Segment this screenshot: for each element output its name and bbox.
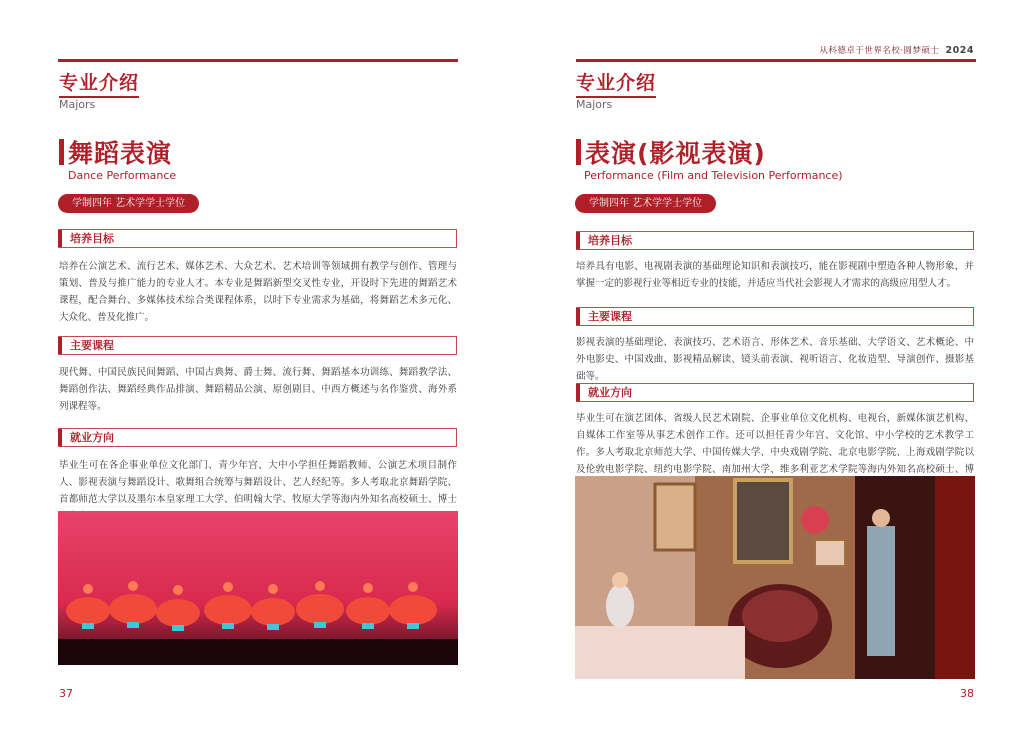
- top-rule: [576, 59, 976, 62]
- running-header-year: 2024: [945, 45, 974, 56]
- film-performance-photo: [575, 476, 975, 679]
- section-heading-careers: [576, 383, 974, 402]
- heading-label: 主要课程: [588, 310, 632, 323]
- top-rule: [58, 59, 458, 62]
- section-heading-courses: [576, 307, 974, 326]
- degree-badge: 学制四年 艺术学学士学位: [58, 194, 199, 213]
- section-heading-careers: [58, 428, 457, 447]
- major-title: 舞蹈表演: [68, 139, 173, 168]
- heading-label: 就业方向: [588, 386, 632, 399]
- page-number: 38: [960, 687, 974, 700]
- heading-label: 主要课程: [70, 339, 114, 352]
- major-title: 表演(影视表演): [585, 139, 766, 168]
- section-subtitle: Majors: [59, 98, 96, 111]
- heading-label: 培养目标: [70, 232, 114, 245]
- section-title: 专业介绍: [576, 68, 656, 98]
- running-header: [819, 44, 974, 56]
- major-accent-bar: [576, 139, 581, 165]
- section-heading-courses: [58, 336, 457, 355]
- dance-performance-photo: [58, 511, 458, 665]
- major-english-title: Dance Performance: [68, 169, 177, 182]
- goals-text: 培养在公演艺术、流行艺术、媒体艺术、大众艺术、艺术培训等领域拥有教学与创作、管理与策划、普及与推广能力的专业人才。本专业是舞蹈新型交叉性专业，开设时下先进的舞蹈艺术课程，配合舞台、多媒体技术综合类课程体系，以时下专业需求为基础，将舞蹈艺术多元化、大众化、普及化推广。: [59, 261, 457, 323]
- courses-text: 影视表演的基础理论、表演技巧、艺术语言、形体艺术、音乐基础、大学语文、艺术概论、中外电影史、中国戏曲、影视精品解读、镜头前表演、视听语言、化妆造型、导演创作、摄影基础等。: [576, 337, 974, 382]
- right-page: [517, 0, 1033, 738]
- careers-text: 毕业生可在各企事业单位文化部门、青少年宫、大中小学担任舞蹈教师、公演艺术项目制作人、影视表演与舞蹈设计、歌舞组合统筹与舞蹈设计、艺人经纪等。多人考取北京舞蹈学院、首都师范大学以及墨尔本皇家理工大学、伯明翰大学、牧原大学等海内外知名高校硕士、博士: [59, 460, 457, 505]
- major-english-title: Performance (Film and Television Performance): [584, 169, 843, 182]
- major-accent-bar: [59, 139, 64, 165]
- goals-text: 培养具有电影、电视剧表演的基础理论知识和表演技巧，能在影视剧中塑造各种人物形象，并掌握一定的影视行业等相近专业的技能，并适应当代社会影视人才需求的高级应用型人才。: [576, 261, 974, 289]
- careers-text: 毕业生可在演艺团体、省级人民艺术剧院、企事业单位文化机构、电视台，新媒体演艺机构、自媒体工作室等从事艺术创作工作。还可以担任青少年宫、文化馆、中小学校的艺术教学工作。多人考取北京师范大学、中国传媒大学、中央戏剧学院、北京电影学院、上海戏剧学院以及伦敦电影学院、纽约电影学院、南加州大学、维多利亚艺术学院等海内外知名高校硕士、博: [576, 413, 974, 475]
- section-subtitle: Majors: [576, 98, 613, 111]
- heading-label: 培养目标: [588, 234, 632, 247]
- heading-label: 就业方向: [70, 431, 114, 444]
- left-page: [0, 0, 516, 738]
- section-heading-goals: [58, 229, 457, 248]
- section-heading-goals: [576, 231, 974, 250]
- degree-badge: 学制四年 艺术学学士学位: [575, 194, 716, 213]
- running-header-text: 从科德卓于世界名校·圆梦硕士: [819, 46, 940, 56]
- section-title: 专业介绍: [59, 68, 139, 98]
- page-number: 37: [59, 687, 73, 700]
- courses-text: 现代舞、中国民族民间舞蹈、中国古典舞、爵士舞、流行舞、舞蹈基本功训练、舞蹈教学法、舞蹈创作法、舞蹈经典作品排演、舞蹈精品公演、原创剧目、中西方概述与名作鉴赏、海外系列课程等。: [59, 367, 457, 412]
